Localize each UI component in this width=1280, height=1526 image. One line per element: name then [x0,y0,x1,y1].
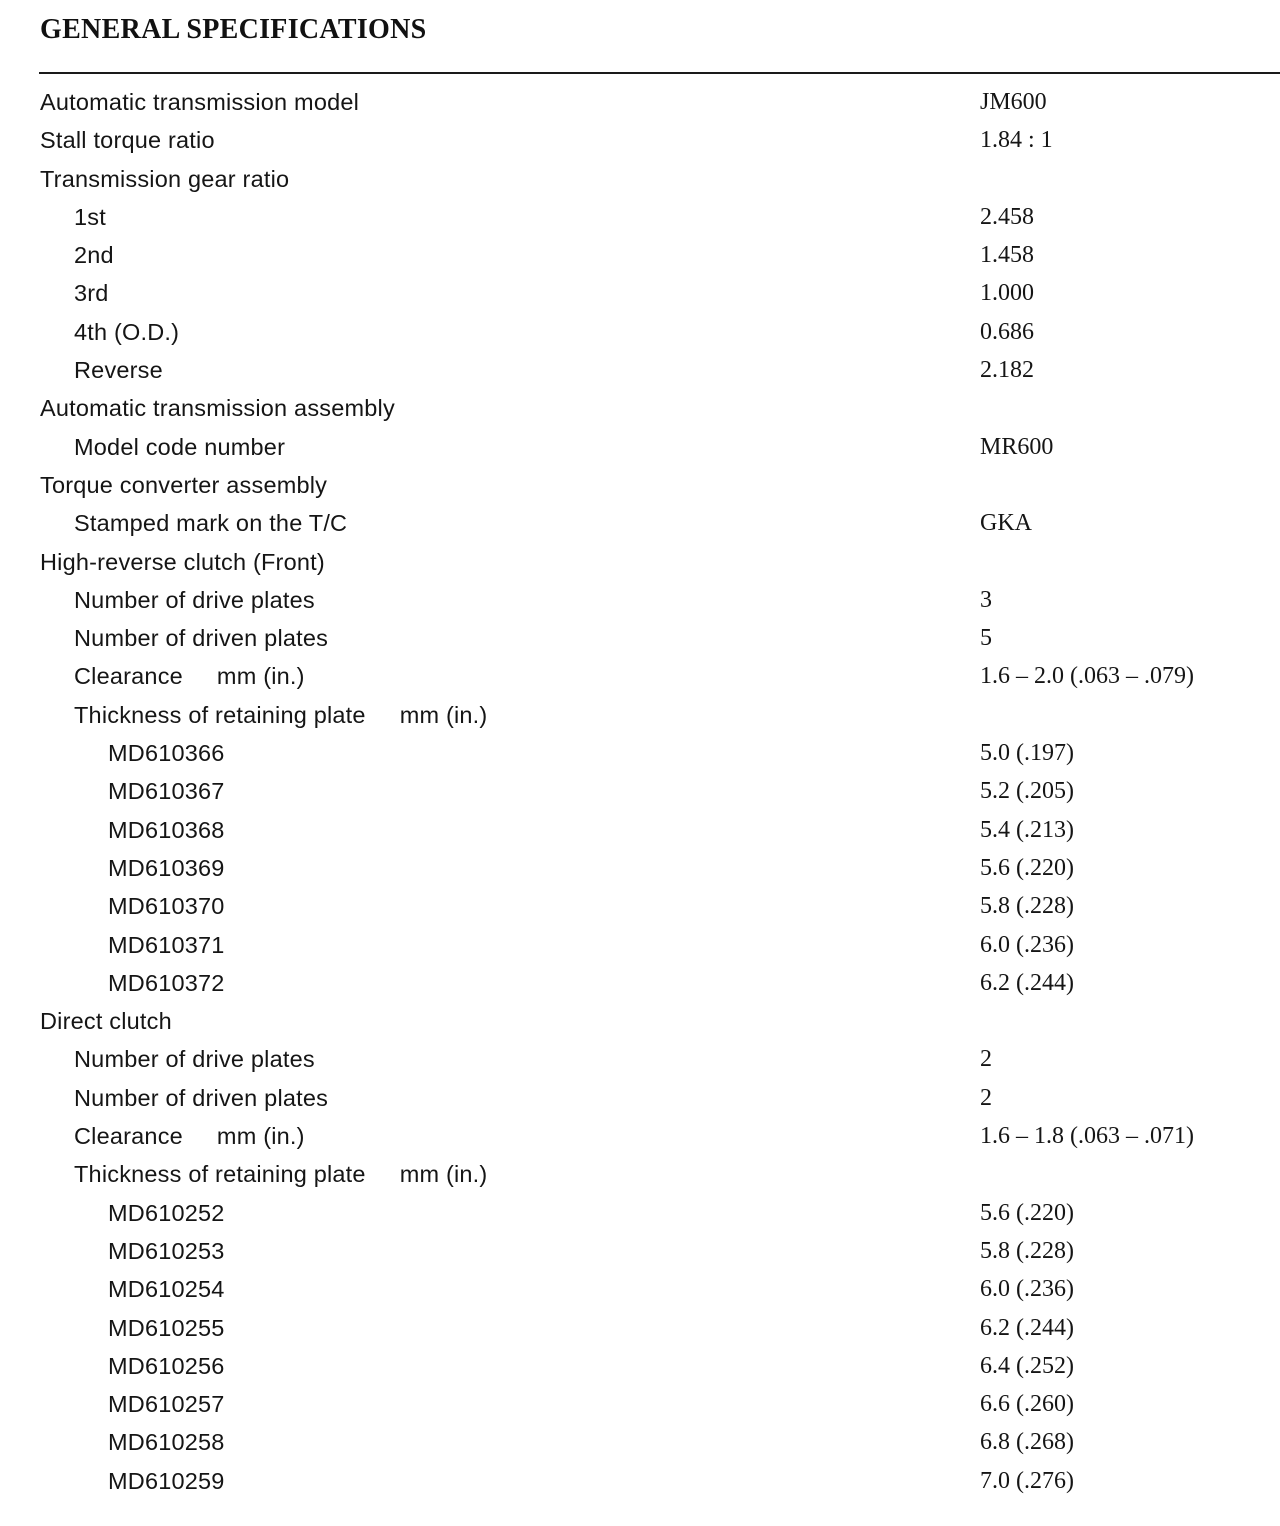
spec-row [0,121,1280,159]
spec-row [0,428,1280,466]
spec-label [108,849,225,887]
spec-unit: mm (in.) [216,1123,305,1150]
spec-label-text: MD610370 [108,893,225,920]
spec-value: GKA [980,510,1032,537]
spec-value: 3 [980,586,992,613]
spec-label [74,236,114,274]
spec-row [0,964,1280,1002]
spec-label-text: 4th (O.D.) [74,318,180,345]
spec-row [0,887,1280,925]
spec-row [0,1117,1280,1155]
spec-label-text: Reverse [74,357,163,384]
spec-row [0,657,1280,695]
spec-value: 5 [980,625,992,652]
spec-value: MR600 [980,433,1054,460]
spec-row [0,1194,1280,1232]
spec-row [0,1347,1280,1385]
spec-row [0,1155,1280,1193]
spec-label [74,1040,315,1078]
spec-row [0,83,1280,121]
spec-label-text: 2nd [74,242,114,269]
spec-unit: mm (in.) [399,701,488,728]
spec-label-text: MD610253 [108,1237,225,1264]
spec-value: 6.8 (.268) [980,1429,1074,1456]
spec-label [108,887,225,925]
spec-value: 2.458 [980,203,1034,230]
spec-row [0,236,1280,274]
spec-label [40,1002,172,1040]
spec-value: 1.6 – 1.8 (.063 – .071) [980,1123,1194,1150]
spec-value: 5.8 (.228) [980,893,1074,920]
spec-label [40,466,327,504]
spec-row [0,1462,1280,1500]
spec-label [40,121,215,159]
spec-label-text: Stall torque ratio [40,127,215,154]
spec-label [108,1462,225,1500]
spec-label-text: MD610252 [108,1199,225,1226]
spec-row [0,1270,1280,1308]
spec-row [0,772,1280,810]
spec-label [108,964,225,1002]
spec-row [0,1002,1280,1040]
spec-label [74,198,106,236]
spec-value: 5.8 (.228) [980,1237,1074,1264]
spec-label-text: MD610256 [108,1352,225,1379]
spec-row [0,619,1280,657]
spec-label [74,581,315,619]
spec-label-text: MD610371 [108,931,225,958]
spec-row [0,504,1280,542]
spec-label-text: Number of driven plates [74,1084,329,1111]
spec-label [108,1232,225,1270]
spec-row [0,581,1280,619]
spec-label-text: MD610254 [108,1276,225,1303]
spec-row [0,351,1280,389]
spec-row [0,160,1280,198]
spec-row [0,1309,1280,1347]
spec-label [40,389,395,427]
spec-row [0,1385,1280,1423]
spec-label-text: Model code number [74,433,286,460]
spec-label-text: Automatic transmission model [40,89,360,115]
spec-value: 5.0 (.197) [980,740,1074,767]
spec-label-text: MD610367 [108,778,225,805]
spec-label-text: Number of driven plates [74,625,329,652]
spec-row [0,811,1280,849]
spec-row [0,1423,1280,1461]
spec-label-text: Automatic transmission assembly [40,395,395,422]
spec-label-text: Transmission gear ratio [40,165,290,192]
spec-value: 1.458 [980,242,1034,269]
spec-row [0,1079,1280,1117]
spec-label-text: MD610372 [108,969,225,996]
spec-unit: mm (in.) [399,1161,488,1188]
spec-row [0,389,1280,427]
spec-label-text: Number of drive plates [74,586,315,613]
spec-value: 5.6 (.220) [980,1199,1074,1226]
spec-row [0,1040,1280,1078]
spec-label-text: Clearance [74,1123,183,1150]
spec-value: 6.0 (.236) [980,931,1074,958]
spec-value: 5.6 (.220) [980,854,1074,881]
spec-value: 1.6 – 2.0 (.063 – .079) [980,663,1194,690]
spec-label-text: MD610257 [108,1391,225,1418]
spec-label-text: Number of drive plates [74,1046,315,1073]
spec-row [0,274,1280,312]
spec-label [108,734,225,772]
spec-row [0,734,1280,772]
spec-label [74,274,109,312]
spec-value: 1.000 [980,280,1034,307]
spec-value: JM600 [980,89,1047,115]
spec-label [74,313,179,351]
spec-label [74,619,328,657]
spec-value: 7.0 (.276) [980,1467,1074,1494]
spec-label [74,351,163,389]
spec-row [0,926,1280,964]
spec-label-text: Stamped mark on the T/C [74,510,348,537]
spec-value: 0.686 [980,318,1034,345]
spec-label-text: MD610255 [108,1314,225,1341]
spec-label [108,1309,225,1347]
spec-label-text: Clearance [74,663,183,690]
spec-label-text: 3rd [74,280,109,307]
spec-row [0,313,1280,351]
spec-value: 6.6 (.260) [980,1391,1074,1418]
spec-label [40,83,359,121]
spec-label-text: High-reverse clutch (Front) [40,548,325,575]
spec-label [74,1079,328,1117]
spec-label-text: MD610366 [108,740,225,767]
spec-label [108,811,225,849]
spec-label-text: MD610259 [108,1467,225,1494]
page-title: GENERAL SPECIFICATIONS [40,14,427,45]
spec-label-text: MD610369 [108,854,225,881]
spec-value: 2.182 [980,357,1034,384]
spec-label [40,160,289,198]
spec-label [74,1117,305,1155]
spec-value: 1.84 : 1 [980,127,1053,154]
spec-label-text: MD610258 [108,1429,225,1456]
spec-row [0,1232,1280,1270]
spec-label [108,1347,225,1385]
spec-list [0,83,1280,1500]
spec-value: 2 [980,1084,992,1111]
spec-row [0,543,1280,581]
spec-label [108,1423,225,1461]
spec-row [0,198,1280,236]
spec-label [108,1270,225,1308]
spec-value: 5.4 (.213) [980,816,1074,843]
spec-unit: mm (in.) [216,663,305,690]
spec-row [0,696,1280,734]
spec-label-text: 1st [74,203,106,230]
spec-label-text: Torque converter assembly [40,471,328,498]
spec-label-text: Thickness of retaining plate [74,1161,366,1188]
spec-row [0,849,1280,887]
spec-label [108,1194,225,1232]
spec-label [74,428,285,466]
spec-value: 6.4 (.252) [980,1352,1074,1379]
spec-label [74,504,347,542]
spec-label [74,657,305,695]
spec-label-text: Direct clutch [40,1008,172,1035]
spec-label [108,926,225,964]
spec-label-text: MD610368 [108,816,225,843]
spec-value: 6.2 (.244) [980,969,1074,996]
spec-label-text: Thickness of retaining plate [74,701,366,728]
spec-label [74,696,487,734]
spec-row [0,466,1280,504]
spec-value: 6.2 (.244) [980,1314,1074,1341]
spec-label [108,1385,225,1423]
spec-value: 5.2 (.205) [980,778,1074,805]
spec-value: 2 [980,1046,992,1073]
spec-label [74,1155,487,1193]
spec-label [40,543,325,581]
spec-value: 6.0 (.236) [980,1276,1074,1303]
spec-label [108,772,225,810]
title-rule [39,72,1280,74]
